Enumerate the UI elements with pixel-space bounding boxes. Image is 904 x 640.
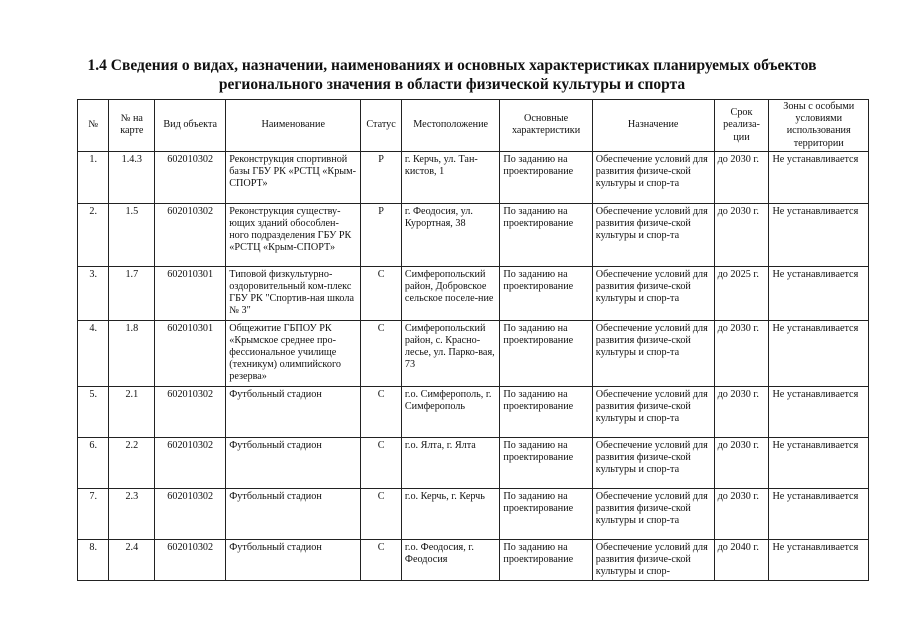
cell-zones: Не устанавливается [769, 266, 869, 320]
cell-location: г.о. Феодосия, г. Феодосия [401, 539, 499, 581]
cell-kind: 602010302 [155, 437, 226, 488]
objects-table [77, 99, 869, 581]
title-line-2: регионального значения в области физической культуры и спорта [218, 76, 686, 93]
cell-deadline: до 2030 г. [714, 488, 769, 539]
cell-status: С [361, 488, 402, 539]
cell-location: г.о. Симферополь, г. Симферополь [401, 386, 499, 437]
table-row [78, 386, 869, 437]
cell-map-num: 2.4 [109, 539, 155, 581]
cell-kind: 602010302 [155, 203, 226, 266]
cell-name: Футбольный стадион [226, 437, 361, 488]
cell-purpose: Обеспечение условий для развития физиче-ской культуры и спор-та [592, 488, 714, 539]
cell-status: С [361, 386, 402, 437]
cell-num: 2. [78, 203, 109, 266]
cell-location: г.о. Керчь, г. Керчь [401, 488, 499, 539]
header-status: Статус [361, 100, 402, 152]
cell-characteristics: По заданию на проектирование [500, 437, 592, 488]
cell-kind: 602010302 [155, 386, 226, 437]
cell-kind: 602010302 [155, 488, 226, 539]
cell-map-num: 1.7 [109, 266, 155, 320]
cell-deadline: до 2030 г. [714, 320, 769, 386]
cell-status: С [361, 320, 402, 386]
table-row [78, 266, 869, 320]
table-row [78, 151, 869, 203]
cell-characteristics: По заданию на проектирование [500, 203, 592, 266]
cell-location: Симферопольский район, Добровское сельское поселе-ние [401, 266, 499, 320]
cell-zones: Не устанавливается [769, 386, 869, 437]
header-kind: Вид объекта [155, 100, 226, 152]
cell-location: г. Феодосия, ул. Курортная, 38 [401, 203, 499, 266]
cell-characteristics: По заданию на проектирование [500, 266, 592, 320]
table-row [78, 203, 869, 266]
cell-zones: Не устанавливается [769, 437, 869, 488]
cell-num: 4. [78, 320, 109, 386]
cell-purpose: Обеспечение условий для развития физиче-ской культуры и спор-та [592, 151, 714, 203]
header-name: Наименование [226, 100, 361, 152]
table-row [78, 488, 869, 539]
cell-characteristics: По заданию на проектирование [500, 320, 592, 386]
header-deadline: Срок реализа-ции [714, 100, 769, 152]
cell-purpose: Обеспечение условий для развития физиче-ской культуры и спор- [592, 539, 714, 581]
cell-status: С [361, 539, 402, 581]
header-location: Местоположение [401, 100, 499, 152]
cell-purpose: Обеспечение условий для развития физиче-ской культуры и спор-та [592, 320, 714, 386]
cell-status: Р [361, 203, 402, 266]
cell-zones: Не устанавливается [769, 539, 869, 581]
table-row [78, 437, 869, 488]
cell-location: Симферопольский район, с. Красно-лесье, ул. Парко-вая, 73 [401, 320, 499, 386]
cell-deadline: до 2040 г. [714, 539, 769, 581]
cell-kind: 602010301 [155, 320, 226, 386]
cell-name: Реконструкция спортивной базы ГБУ РК «РСТЦ «Крым-СПОРТ» [226, 151, 361, 203]
cell-name: Общежитие ГБПОУ РК «Крымское среднее про-фессиональное училище (техникум) олимпийского резерва» [226, 320, 361, 386]
page-title [0, 56, 904, 94]
cell-zones: Не устанавливается [769, 151, 869, 203]
cell-map-num: 1.5 [109, 203, 155, 266]
cell-name: Футбольный стадион [226, 539, 361, 581]
cell-map-num: 1.8 [109, 320, 155, 386]
cell-kind: 602010302 [155, 539, 226, 581]
header-num: № [78, 100, 109, 152]
cell-map-num: 2.1 [109, 386, 155, 437]
cell-num: 3. [78, 266, 109, 320]
cell-location: г. Керчь, ул. Тан-кистов, 1 [401, 151, 499, 203]
cell-map-num: 2.2 [109, 437, 155, 488]
cell-num: 1. [78, 151, 109, 203]
cell-status: Р [361, 151, 402, 203]
cell-zones: Не устанавливается [769, 203, 869, 266]
cell-name: Футбольный стадион [226, 488, 361, 539]
cell-location: г.о. Ялта, г. Ялта [401, 437, 499, 488]
cell-zones: Не устанавливается [769, 320, 869, 386]
header-purpose: Назначение [592, 100, 714, 152]
cell-purpose: Обеспечение условий для развития физиче-ской культуры и спор-та [592, 386, 714, 437]
cell-characteristics: По заданию на проектирование [500, 488, 592, 539]
header-map-num: № на карте [109, 100, 155, 152]
header-zones: Зоны с особыми условиями использования территории [769, 100, 869, 152]
cell-characteristics: По заданию на проектирование [500, 539, 592, 581]
header-row [78, 100, 869, 152]
header-characteristics: Основные характеристики [500, 100, 592, 152]
cell-map-num: 1.4.3 [109, 151, 155, 203]
cell-characteristics: По заданию на проектирование [500, 151, 592, 203]
table-row [78, 539, 869, 581]
cell-map-num: 2.3 [109, 488, 155, 539]
cell-num: 5. [78, 386, 109, 437]
cell-zones: Не устанавливается [769, 488, 869, 539]
cell-deadline: до 2025 г. [714, 266, 769, 320]
cell-deadline: до 2030 г. [714, 437, 769, 488]
cell-num: 8. [78, 539, 109, 581]
cell-kind: 602010301 [155, 266, 226, 320]
cell-num: 6. [78, 437, 109, 488]
cell-num: 7. [78, 488, 109, 539]
cell-deadline: до 2030 г. [714, 386, 769, 437]
cell-deadline: до 2030 г. [714, 151, 769, 203]
cell-purpose: Обеспечение условий для развития физиче-ской культуры и спор-та [592, 203, 714, 266]
cell-name: Реконструкция существу-ющих зданий обособлен-ного подразделения ГБУ РК «РСТЦ «Крым-СПОРТ» [226, 203, 361, 266]
cell-purpose: Обеспечение условий для развития физиче-ской культуры и спор-та [592, 437, 714, 488]
cell-purpose: Обеспечение условий для развития физиче-ской культуры и спор-та [592, 266, 714, 320]
cell-kind: 602010302 [155, 151, 226, 203]
cell-status: С [361, 266, 402, 320]
cell-deadline: до 2030 г. [714, 203, 769, 266]
cell-name: Типовой физкультурно-оздоровительный ком-плекс ГБУ РК "Спортив-ная школа № 3" [226, 266, 361, 320]
cell-name: Футбольный стадион [226, 386, 361, 437]
cell-characteristics: По заданию на проектирование [500, 386, 592, 437]
cell-status: С [361, 437, 402, 488]
table-row [78, 320, 869, 386]
title-line-1: 1.4 Сведения о видах, назначении, наименованиях и основных характеристиках планируемых объектов [87, 57, 817, 74]
